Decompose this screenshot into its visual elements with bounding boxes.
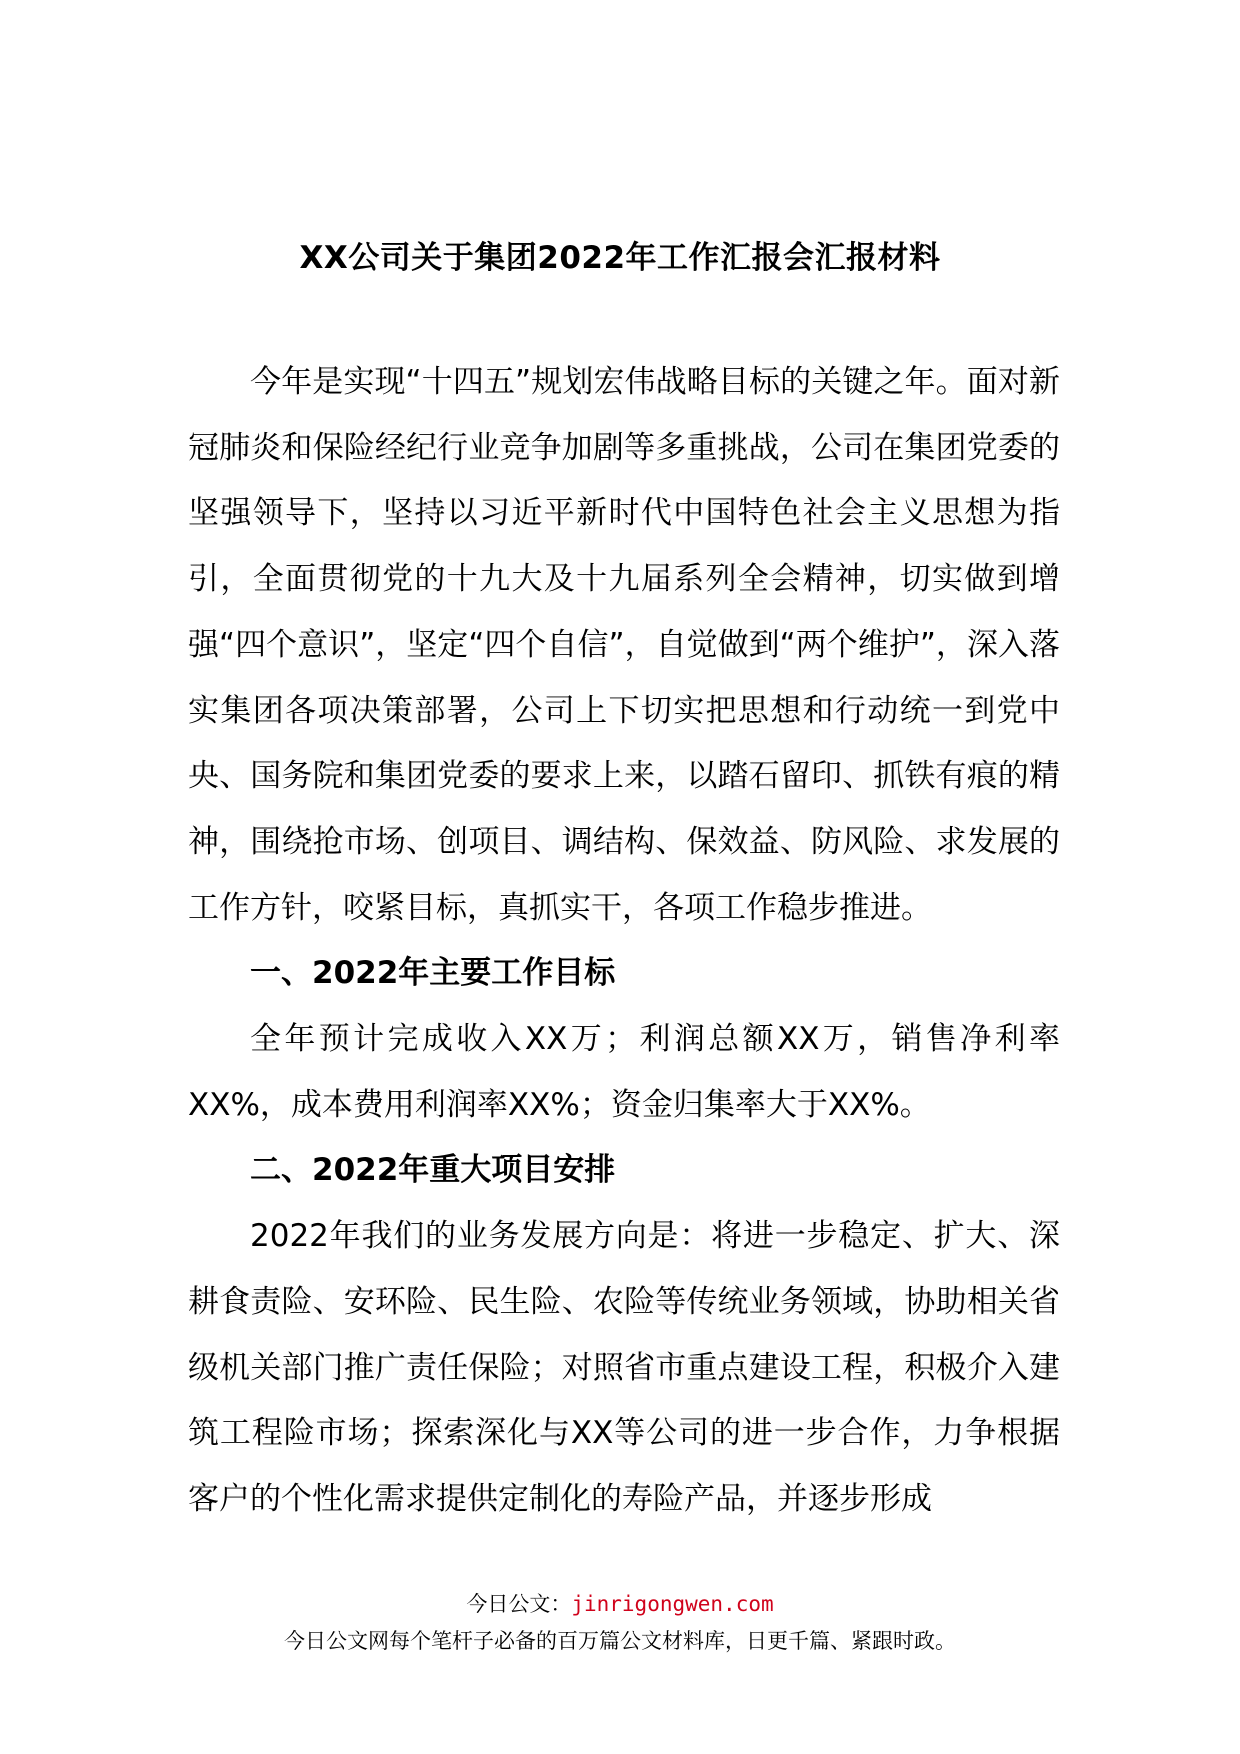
document-body (188, 350, 1060, 1533)
paragraph-intro: 今年是实现“十四五”规划宏伟战略目标的关键之年。面对新冠肺炎和保险经纪行业竞争加剧等多重挑战，公司在集团党委的坚强领导下，坚持以习近平新时代中国特色社会主义思想为指引，全面贯彻党的十九大及十九届系列全会精神，切实做到增强“四个意识”，坚定“四个自信”，自觉做到“两个维护”，深入落实集团各项决策部署，公司上下切实把思想和行动统一到党中央、国务院和集团党委的要求上来，以踏石留印、抓铁有痕的精神，围绕抢市场、创项目、调结构、保效益、防风险、求发展的工作方针，咬紧目标，真抓实干，各项工作稳步推进。 (188, 364, 1060, 926)
footer-site-label: 今日公文： (466, 1592, 572, 1616)
document-title: XX公司关于集团2022年工作汇报会汇报材料 (299, 240, 941, 276)
section-heading-goals: 一、2022年主要工作目标 (250, 955, 616, 992)
footer-slogan: 今日公文网每个笔杆子必备的百万篇公文材料库，日更千篇、紧跟时政。 (284, 1629, 956, 1653)
footer-site-line (0, 1588, 1240, 1618)
footer-site-url[interactable]: jinrigongwen.com (571, 1592, 774, 1616)
paragraph-projects: 2022年我们的业务发展方向是：将进一步稳定、扩大、深耕食责险、安环险、民生险、农险等传统业务领域，协助相关省级机关部门推广责任保险；对照省市重点建设工程，积极介入建筑工程险市场；探索深化与XX等公司的进一步合作，力争根据客户的个性化需求提供定制化的寿险产品，并逐步形成 (188, 1218, 1060, 1517)
paragraph-goals: 全年预计完成收入XX万；利润总额XX万，销售净利率XX%，成本费用利润率XX%；资金归集率大于XX%。 (188, 1021, 1060, 1123)
section-heading-projects: 二、2022年重大项目安排 (250, 1152, 616, 1189)
